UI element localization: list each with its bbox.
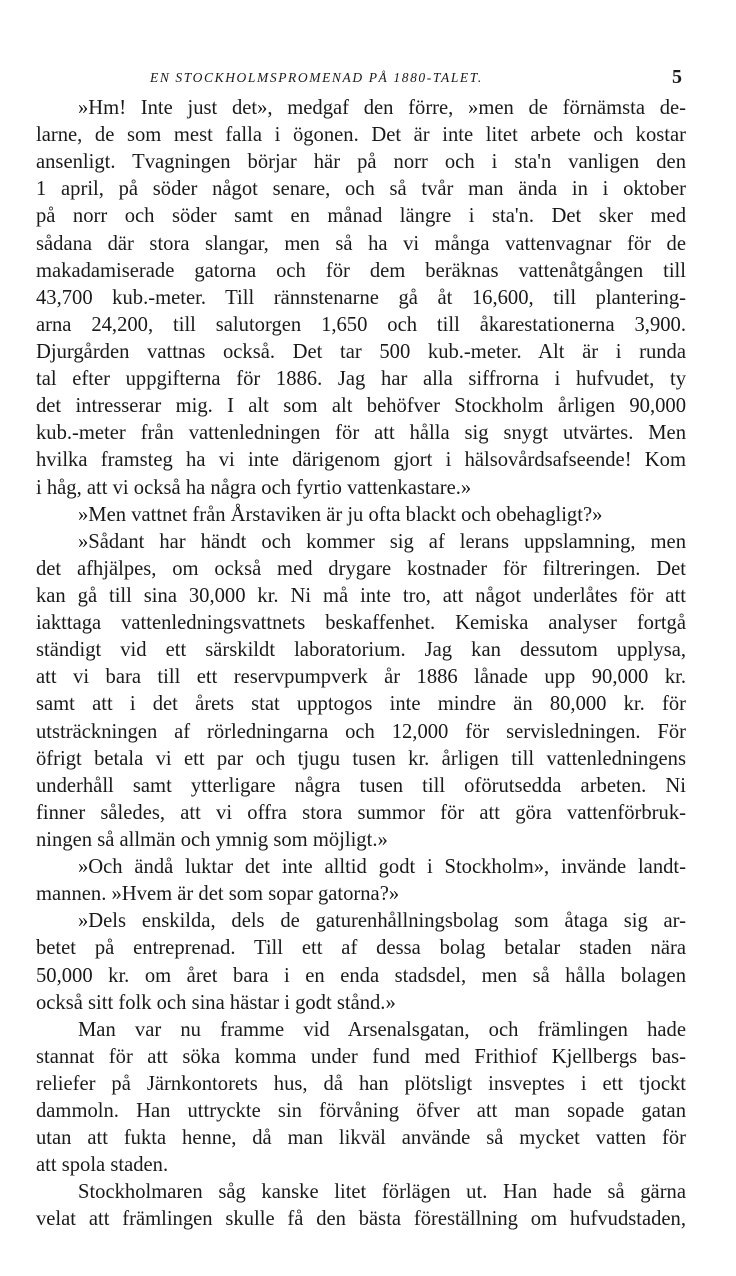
text-line: utan att fukta henne, då man likväl använde så mycket vatten för: [36, 1127, 686, 1150]
text-line: att vi bara till ett reservpumpverk år 1886 lånade upp 90,000 kr.: [36, 666, 686, 689]
text-line: öfrigt betala vi ett par och tjugu tusen kr. årligen till vattenledningens: [36, 747, 686, 770]
text-line: ningen så allmän och ymnig som möjligt.»: [36, 828, 388, 851]
text-line: tal efter uppgifterna för 1886. Jag har alla siffrorna i hufvudet, ty: [36, 368, 686, 391]
text-line: »Sådant har händt och kommer sig af lerans uppslamning, men: [78, 530, 686, 553]
text-line: ansenligt. Tvagningen börjar här på norr och i sta'n vanligen den: [36, 151, 686, 174]
text-line: finner således, att vi offra stora summor för att göra vattenförbruk-: [36, 801, 686, 824]
text-line: 1 april, på söder något senare, och så tvår man ända in i oktober: [36, 178, 686, 201]
text-line: det afhjälpes, om också med drygare kostnader för filtreringen. Det: [36, 557, 686, 580]
text-line: betet på entreprenad. Till ett af dessa bolag betalar staden nära: [36, 937, 686, 960]
text-line: i håg, att vi också ha några och fyrtio vattenkastare.»: [36, 476, 472, 499]
text-line: sådana där stora slangar, men så ha vi många vattenvagnar för de: [36, 232, 686, 255]
text-line: »Dels enskilda, dels de gaturenhållningsbolag som åtaga sig ar-: [78, 910, 686, 933]
text-line: larne, de som mest falla i ögonen. Det är inte litet arbete och kostar: [36, 124, 686, 147]
text-line: hvilka framsteg ha vi inte därigenom gjort i hälsovårdsafseende! Kom: [36, 449, 686, 472]
text-line: 43,700 kub.-meter. Till rännstenarne gå åt 16,600, till plantering-: [36, 286, 686, 309]
text-line: makadamiserade gatorna och för dem beräknas vattenåtgången till: [36, 259, 686, 282]
text-line: det intresserar mig. I alt som alt behöfver Stockholm årligen 90,000: [36, 395, 686, 418]
text-line: Djurgården vattnas också. Det tar 500 kub.-meter. Alt är i runda: [36, 340, 686, 363]
text-line: dammoln. Han uttryckte sin förvåning öfver att man sopade gatan: [36, 1100, 686, 1123]
text-line: också sitt folk och sina hästar i godt stånd.»: [36, 991, 396, 1014]
text-line: kub.-meter från vattenledningen för att hålla sig snygt utvärtes. Men: [36, 422, 686, 445]
text-line: 50,000 kr. om året bara i en enda stadsdel, men så hålla bolagen: [36, 964, 686, 987]
text-line: kan gå till sina 30,000 kr. Ni må inte tro, att något underlåtes för att: [36, 584, 686, 607]
text-line: iakttaga vattenledningsvattnets beskaffenhet. Kemiska analyser fortgå: [36, 612, 686, 635]
text-line: ständigt vid ett särskildt laboratorium. Jag kan dessutom upplysa,: [36, 639, 686, 662]
text-line: Man var nu framme vid Arsenalsgatan, och främlingen hade: [78, 1018, 686, 1041]
text-line: reliefer på Järnkontorets hus, då han plötsligt insveptes i ett tjockt: [36, 1072, 686, 1095]
running-header: EN STOCKHOLMSPROMENAD PÅ 1880-TALET.: [150, 70, 483, 85]
text-line: »Hm! Inte just det», medgaf den förre, »men de förnämsta de-: [78, 97, 686, 119]
text-line: att spola staden.: [36, 1154, 169, 1177]
text-line: på norr och söder samt en månad längre i sta'n. Det sker med: [36, 205, 686, 228]
text-line: underhåll samt ytterligare några tusen till oförutsedda arbeten. Ni: [36, 774, 686, 797]
text-line: »Och ändå luktar det inte alltid godt i Stockholm», invände landt-: [78, 856, 686, 879]
body-text: [36, 95, 686, 1234]
text-line: samt att i det årets stat upptogos inte mindre än 80,000 kr. för: [36, 693, 686, 716]
page-number: 5: [672, 66, 682, 88]
text-line: utsträckningen af rörledningarna och 12,000 för servisledningen. För: [36, 720, 686, 743]
text-line: stannat för att söka komma under fund med Frithiof Kjellbergs bas-: [36, 1045, 686, 1068]
text-line: velat att främlingen skulle få den bästa föreställning om hufvudstaden,: [36, 1208, 686, 1231]
text-line: Stockholmaren såg kanske litet förlägen ut. Han hade så gärna: [78, 1181, 686, 1204]
text-line: arna 24,200, till salutorgen 1,650 och till åkarestationerna 3,900.: [36, 313, 686, 336]
text-line: »Men vattnet från Årstaviken är ju ofta blackt och obehagligt?»: [78, 503, 603, 526]
text-line: mannen. »Hvem är det som sopar gatorna?»: [36, 883, 400, 906]
